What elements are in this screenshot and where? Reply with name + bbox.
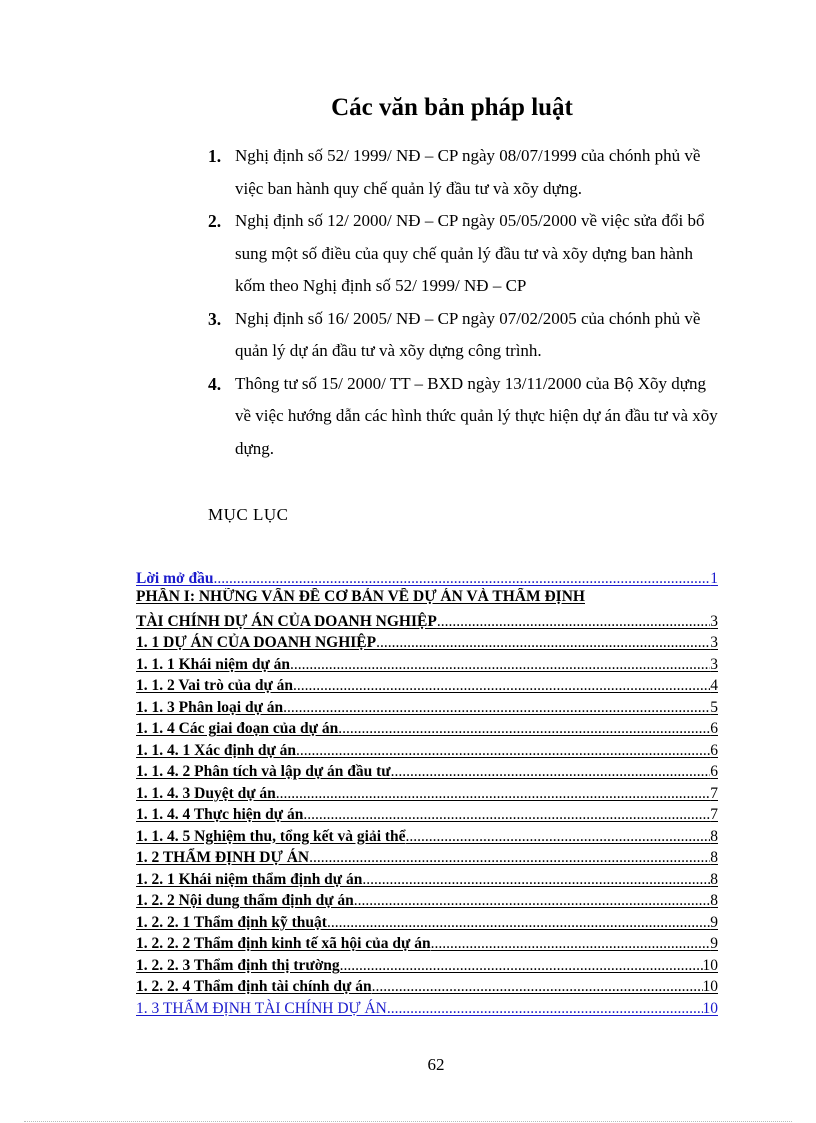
toc-entry[interactable]	[136, 803, 718, 825]
toc-entry-label: 1. 2 THẨM ĐỊNH DỰ ÁN	[136, 849, 310, 866]
toc-leader-dots	[283, 699, 710, 717]
toc-entry-label: 1. 2. 2 Nội dung thẩm định dự án	[136, 892, 354, 909]
toc-entry-page: 10	[702, 956, 718, 974]
toc-entry[interactable]	[136, 932, 718, 954]
toc-entry[interactable]	[136, 631, 718, 653]
toc-entry-label: 1. 1. 4. 1 Xác định dự án	[136, 741, 297, 759]
toc-entry-label: Lời mở đầu	[136, 569, 214, 587]
toc-entry[interactable]	[136, 953, 718, 975]
toc-entry[interactable]	[136, 652, 718, 674]
page-title: Các văn bản pháp luật	[331, 94, 573, 121]
toc-leader-dots	[431, 935, 711, 953]
toc-entry-page: 9	[710, 913, 718, 931]
legal-document-item	[208, 205, 718, 303]
item-number: 4.	[208, 373, 222, 394]
page-number: 62	[427, 1055, 445, 1074]
toc-entry-label: 1. 1. 1 Khái niệm dự án	[136, 655, 290, 673]
item-text: Nghị định số 12/ 2000/ NĐ – CP ngày 05/05/2000 về việc sửa đổi bổ sung một số điều của quy chế quản lý đầu tư và xõy dựng ban hành kốm theo Nghị định số 52/ 1999/ NĐ – CP	[235, 211, 705, 295]
toc-entry-label: 1. 2. 2. 2 Thẩm định kinh tế xã hội của dự án	[136, 935, 431, 952]
toc-entry-label: 1. 2. 2. 4 Thẩm định tài chính dự án	[136, 978, 372, 995]
toc-entry-page: 7	[710, 784, 718, 802]
toc-entry-page: 6	[710, 720, 718, 737]
item-number: 3.	[208, 308, 222, 329]
toc-entry-page: 8	[710, 892, 718, 909]
toc-entry[interactable]	[136, 717, 718, 739]
item-text: Thông tư số 15/ 2000/ TT – BXD ngày 13/11/2000 của Bộ Xõy dựng về việc hướng dẫn các hình thức quản lý thực hiện dự án đầu tư và xõy dựng.	[235, 373, 718, 458]
toc-leader-dots	[293, 677, 710, 695]
toc-entry-label: 1. 1. 3 Phân loại dự án	[136, 698, 284, 716]
toc-entry-label: 1. 1. 2 Vai trò của dự án	[136, 677, 294, 694]
toc-entry-label: 1. 1. 4. 3 Duyệt dự án	[136, 784, 276, 802]
toc-entry-page: 8	[710, 827, 718, 845]
toc-entry-page: 3	[710, 655, 718, 673]
toc-entry-label-line2: TÀI CHÍNH DỰ ÁN CỦA DOANH NGHIỆP	[136, 612, 437, 630]
toc-leader-dots	[303, 806, 710, 824]
toc-leader-dots	[391, 763, 711, 781]
toc-entry[interactable]	[136, 846, 718, 868]
toc-entry-label: 1. 1. 4. 5 Nghiệm thu, tổng kết và giải thể	[136, 827, 406, 845]
item-text: Nghị định số 52/ 1999/ NĐ – CP ngày 08/07/1999 của chónh phủ về việc ban hành quy chế quản lý đầu tư và xõy dựng.	[235, 146, 701, 198]
toc-entry-page: 6	[710, 763, 718, 780]
toc-entry-page: 7	[710, 806, 718, 823]
toc-leader-dots	[338, 720, 710, 738]
legal-document-item	[208, 303, 718, 368]
toc-entry-label: 1. 1. 4 Các giai đoạn của dự án	[136, 720, 339, 737]
toc-entry-label: 1. 2. 2. 3 Thẩm định thị trường	[136, 956, 340, 974]
toc-leader-dots	[376, 634, 710, 652]
toc-leader-dots	[354, 892, 710, 910]
item-text: Nghị định số 16/ 2005/ NĐ – CP ngày 07/02/2005 của chónh phủ về quản lý dự án đầu tư và xõy dựng công trình.	[235, 308, 701, 360]
toc-entry-label: 1. 1. 4. 4 Thực hiện dự án	[136, 806, 304, 823]
toc-entry[interactable]	[136, 760, 718, 782]
toc-leader-dots	[213, 570, 710, 588]
toc-entry[interactable]	[136, 889, 718, 911]
toc-leader-dots	[296, 742, 710, 760]
toc-entry[interactable]	[136, 996, 718, 1018]
toc-leader-dots	[340, 957, 703, 975]
toc-leader-dots	[309, 849, 710, 867]
toc-heading: MỤC LỤC	[208, 505, 289, 524]
toc-entry[interactable]	[136, 781, 718, 803]
toc-entry[interactable]	[136, 738, 718, 760]
toc-entry-page: 6	[710, 741, 718, 759]
toc-entry-page: 4	[710, 677, 718, 694]
toc-leader-dots	[372, 978, 703, 996]
legal-document-item	[208, 368, 718, 466]
toc-leader-dots	[362, 871, 710, 889]
toc-entry-page: 1	[710, 569, 718, 587]
toc-entry-page: 9	[710, 935, 718, 952]
toc-entry[interactable]	[136, 867, 718, 889]
toc-entry[interactable]	[136, 824, 718, 846]
toc-entry-label: 1. 1 DỰ ÁN CỦA DOANH NGHIỆP	[136, 634, 377, 651]
toc-leader-dots	[276, 785, 710, 803]
toc-entry-label: 1. 2. 2. 1 Thẩm định kỹ thuật	[136, 913, 327, 931]
toc-leader-dots	[406, 828, 711, 846]
toc-entry[interactable]	[136, 975, 718, 997]
legal-document-item	[208, 140, 718, 205]
toc-entry-page: 10	[702, 999, 718, 1017]
table-of-contents	[136, 566, 718, 1018]
toc-leader-dots	[290, 656, 710, 674]
item-number: 2.	[208, 211, 222, 231]
item-number: 1.	[208, 146, 222, 166]
toc-entry[interactable]	[136, 695, 718, 717]
toc-entry-page: 8	[710, 870, 718, 888]
toc-entry-part-1[interactable]	[136, 588, 718, 631]
toc-entry-line2	[136, 609, 718, 631]
toc-entry-intro[interactable]	[136, 566, 718, 588]
toc-leader-dots	[327, 914, 710, 932]
toc-entry-page: 5	[710, 698, 718, 716]
toc-entry-page: 3	[710, 634, 718, 651]
legal-documents-list	[208, 140, 718, 465]
toc-entry[interactable]	[136, 910, 718, 932]
toc-leader-dots	[437, 613, 710, 631]
toc-entry-label: 1. 2. 1 Khái niệm thẩm định dự án	[136, 870, 363, 888]
toc-leader-dots	[387, 1000, 703, 1018]
toc-entry[interactable]	[136, 674, 718, 696]
toc-entry-page: 10	[702, 978, 718, 995]
toc-entry-label: 1. 1. 4. 2 Phân tích và lập dự án đầu tư	[136, 763, 391, 780]
toc-entry-label-line1: PHẦN I: NHỮNG VẤN ĐỀ CƠ BẢN VỀ DỰ ÁN VÀ THẨM ĐỊNH	[136, 587, 585, 605]
toc-entry-page: 8	[710, 849, 718, 866]
page-bottom-divider	[24, 1121, 792, 1122]
toc-entry-label: 1. 3 THẨM ĐỊNH TÀI CHÍNH DỰ ÁN	[136, 999, 387, 1017]
toc-entry-page: 3	[710, 612, 718, 630]
